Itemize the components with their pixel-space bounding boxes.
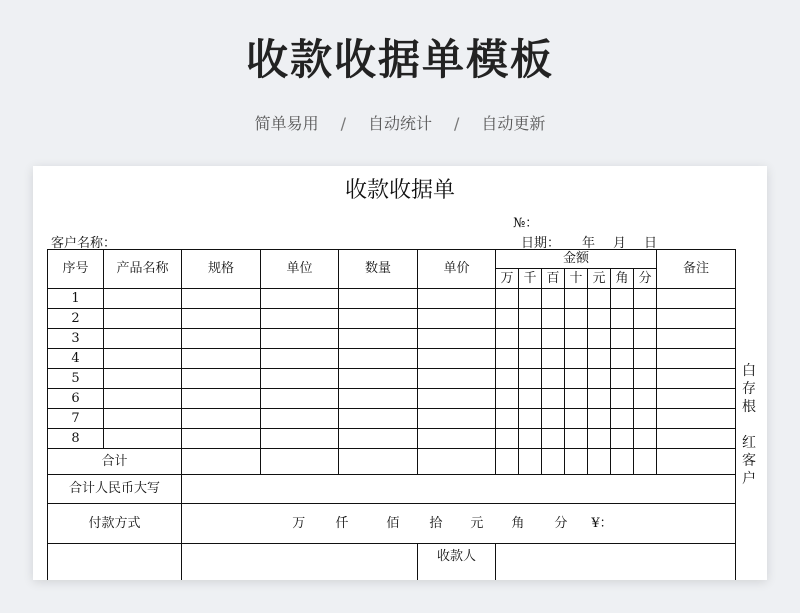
table-cell — [104, 429, 182, 449]
table-cell — [519, 309, 542, 329]
feature-auto-update: 自动更新 — [481, 114, 546, 133]
table-cell — [519, 349, 542, 369]
pay-unit-shi: 拾 — [429, 515, 443, 531]
table-cell — [634, 349, 657, 369]
pay-unit-bai: 佰 — [386, 515, 400, 531]
table-cell — [611, 409, 634, 429]
table-cell — [565, 289, 588, 309]
table-cell — [588, 329, 611, 349]
table-cell — [418, 429, 496, 449]
table-cell — [418, 309, 496, 329]
total-label: 合计 — [48, 449, 182, 475]
table-cell — [657, 409, 736, 429]
table-cell — [565, 329, 588, 349]
table-cell — [588, 389, 611, 409]
table-cell — [261, 349, 339, 369]
total-cell — [611, 449, 634, 475]
table-cell — [542, 409, 565, 429]
table-cell — [634, 369, 657, 389]
table-row — [48, 429, 736, 449]
table-cell — [657, 289, 736, 309]
table-cell — [182, 309, 261, 329]
table-cell — [496, 309, 519, 329]
payment-amount-line — [182, 504, 736, 544]
stub-text: 存 — [742, 381, 756, 397]
row-number: 1 — [48, 289, 104, 309]
table-cell — [104, 289, 182, 309]
feature-easy: 简单易用 — [254, 114, 319, 133]
table-cell — [588, 409, 611, 429]
table-cell — [611, 309, 634, 329]
table-cell — [588, 309, 611, 329]
pay-unit-yuan: 元 — [470, 515, 484, 531]
row-number: 5 — [48, 369, 104, 389]
header-unit: 单位 — [261, 250, 339, 289]
header-quantity: 数量 — [339, 250, 418, 289]
table-cell — [182, 289, 261, 309]
table-cell — [496, 369, 519, 389]
total-row — [48, 449, 736, 475]
table-cell — [339, 429, 418, 449]
header-price: 单价 — [418, 250, 496, 289]
pay-unit-wan: 万 — [292, 515, 306, 531]
table-row — [48, 369, 736, 389]
table-cell — [657, 349, 736, 369]
table-cell — [418, 329, 496, 349]
table-cell — [542, 329, 565, 349]
table-cell — [104, 409, 182, 429]
table-cell — [611, 369, 634, 389]
amount-unit-qian: 千 — [519, 269, 542, 289]
feature-tagline — [0, 112, 800, 136]
table-cell — [104, 329, 182, 349]
table-cell — [418, 409, 496, 429]
table-cell — [657, 389, 736, 409]
table-cell — [182, 429, 261, 449]
table-cell — [634, 389, 657, 409]
table-cell — [261, 329, 339, 349]
table-cell — [542, 369, 565, 389]
table-cell — [542, 309, 565, 329]
table-cell — [588, 289, 611, 309]
total-remark-cell — [657, 449, 736, 475]
table-cell — [657, 329, 736, 349]
table-cell — [657, 369, 736, 389]
table-cell — [261, 289, 339, 309]
table-cell — [634, 289, 657, 309]
table-cell — [339, 409, 418, 429]
row-number: 6 — [48, 389, 104, 409]
customer-name-label: 客户名称： — [51, 236, 117, 251]
table-cell — [418, 369, 496, 389]
table-row — [48, 389, 736, 409]
total-cell — [634, 449, 657, 475]
total-cell — [496, 449, 519, 475]
table-row — [48, 349, 736, 369]
stub-text: 根 — [742, 399, 756, 415]
stub-text: 客 — [742, 453, 756, 469]
table-cell — [588, 369, 611, 389]
row-number: 3 — [48, 329, 104, 349]
date-label: 日期： — [521, 236, 561, 251]
table-row — [48, 409, 736, 429]
table-cell — [565, 349, 588, 369]
pay-unit-jiao: 角 — [511, 515, 525, 531]
table-cell — [496, 409, 519, 429]
total-cell — [588, 449, 611, 475]
date-day: 日 — [644, 236, 658, 251]
table-cell — [339, 289, 418, 309]
table-cell — [542, 289, 565, 309]
table-cell — [542, 389, 565, 409]
table-cell — [339, 329, 418, 349]
rmb-caps-label: 合计人民币大写 — [48, 475, 182, 504]
separator: / — [340, 114, 346, 133]
signature-blank-cell — [182, 544, 418, 581]
table-cell — [634, 409, 657, 429]
receipt-title: 收款收据单 — [344, 178, 455, 203]
table-cell — [565, 309, 588, 329]
table-cell — [634, 309, 657, 329]
table-cell — [339, 309, 418, 329]
total-cell — [542, 449, 565, 475]
table-cell — [519, 409, 542, 429]
signature-left-cell — [48, 544, 182, 581]
stub-text: 户 — [742, 471, 756, 487]
table-cell — [519, 389, 542, 409]
table-cell — [496, 289, 519, 309]
table-cell — [634, 429, 657, 449]
pay-unit-fen: 分 — [554, 515, 568, 531]
pay-yen-sign: ¥： — [591, 515, 613, 531]
table-cell — [519, 329, 542, 349]
table-cell — [588, 429, 611, 449]
table-cell — [261, 429, 339, 449]
row-number: 4 — [48, 349, 104, 369]
table-cell — [418, 289, 496, 309]
table-cell — [339, 389, 418, 409]
table-cell — [519, 369, 542, 389]
payment-method-label: 付款方式 — [48, 504, 182, 544]
receipt-sheet — [33, 166, 767, 580]
table-cell — [496, 349, 519, 369]
table-cell — [418, 349, 496, 369]
table-cell — [542, 429, 565, 449]
signature-row — [48, 544, 736, 581]
table-cell — [104, 389, 182, 409]
receipt-number-label: №： — [513, 216, 539, 231]
table-cell — [104, 309, 182, 329]
table-cell — [611, 349, 634, 369]
payment-row — [48, 504, 736, 544]
table-cell — [339, 349, 418, 369]
table-cell — [496, 329, 519, 349]
table-cell — [418, 389, 496, 409]
table-cell — [565, 389, 588, 409]
table-cell — [104, 349, 182, 369]
table-cell — [611, 289, 634, 309]
table-cell — [182, 329, 261, 349]
table-row — [48, 329, 736, 349]
table-cell — [496, 429, 519, 449]
header-remark: 备注 — [657, 250, 736, 289]
stub-text: 红 — [742, 435, 756, 451]
payee-signature-cell — [496, 544, 736, 581]
table-cell — [182, 369, 261, 389]
amount-unit-bai: 百 — [542, 269, 565, 289]
total-cell — [519, 449, 542, 475]
table-cell — [565, 409, 588, 429]
total-cell — [339, 449, 418, 475]
table-cell — [519, 289, 542, 309]
amount-unit-shi: 十 — [565, 269, 588, 289]
total-cell — [261, 449, 339, 475]
stub-text: 白 — [742, 363, 756, 379]
header-product: 产品名称 — [104, 250, 182, 289]
item-rows — [48, 289, 736, 449]
table-cell — [261, 389, 339, 409]
page-title: 收款收据单模板 — [245, 35, 554, 84]
copy-stub-label — [738, 362, 760, 488]
table-cell — [519, 429, 542, 449]
payee-label: 收款人 — [418, 544, 496, 581]
table-cell — [634, 329, 657, 349]
table-cell — [104, 369, 182, 389]
table-cell — [339, 369, 418, 389]
table-cell — [565, 429, 588, 449]
amount-unit-fen: 分 — [634, 269, 657, 289]
table-row — [48, 289, 736, 309]
table-cell — [182, 349, 261, 369]
amount-unit-jiao: 角 — [611, 269, 634, 289]
separator: / — [454, 114, 460, 133]
total-cell — [418, 449, 496, 475]
pay-unit-qian: 仟 — [335, 515, 349, 531]
table-cell — [261, 369, 339, 389]
table-cell — [542, 349, 565, 369]
table-cell — [657, 309, 736, 329]
feature-auto-stats: 自动统计 — [367, 114, 432, 133]
total-cell — [565, 449, 588, 475]
row-number: 8 — [48, 429, 104, 449]
rmb-caps-row — [48, 475, 736, 504]
table-cell — [182, 409, 261, 429]
total-cell — [182, 449, 261, 475]
table-cell — [496, 389, 519, 409]
table-cell — [565, 369, 588, 389]
table-cell — [588, 349, 611, 369]
header-seq: 序号 — [48, 250, 104, 289]
header-amount: 金额 — [496, 250, 657, 269]
table-cell — [657, 429, 736, 449]
date-year: 年 — [582, 236, 596, 251]
row-number: 7 — [48, 409, 104, 429]
table-cell — [611, 389, 634, 409]
table-cell — [182, 389, 261, 409]
table-row — [48, 309, 736, 329]
row-number: 2 — [48, 309, 104, 329]
header-spec: 规格 — [182, 250, 261, 289]
table-cell — [611, 329, 634, 349]
receipt-table — [47, 249, 736, 580]
table-cell — [261, 409, 339, 429]
rmb-caps-value — [182, 475, 736, 504]
table-cell — [611, 429, 634, 449]
date-month: 月 — [613, 236, 627, 251]
amount-unit-yuan: 元 — [588, 269, 611, 289]
table-cell — [261, 309, 339, 329]
amount-unit-wan: 万 — [496, 269, 519, 289]
